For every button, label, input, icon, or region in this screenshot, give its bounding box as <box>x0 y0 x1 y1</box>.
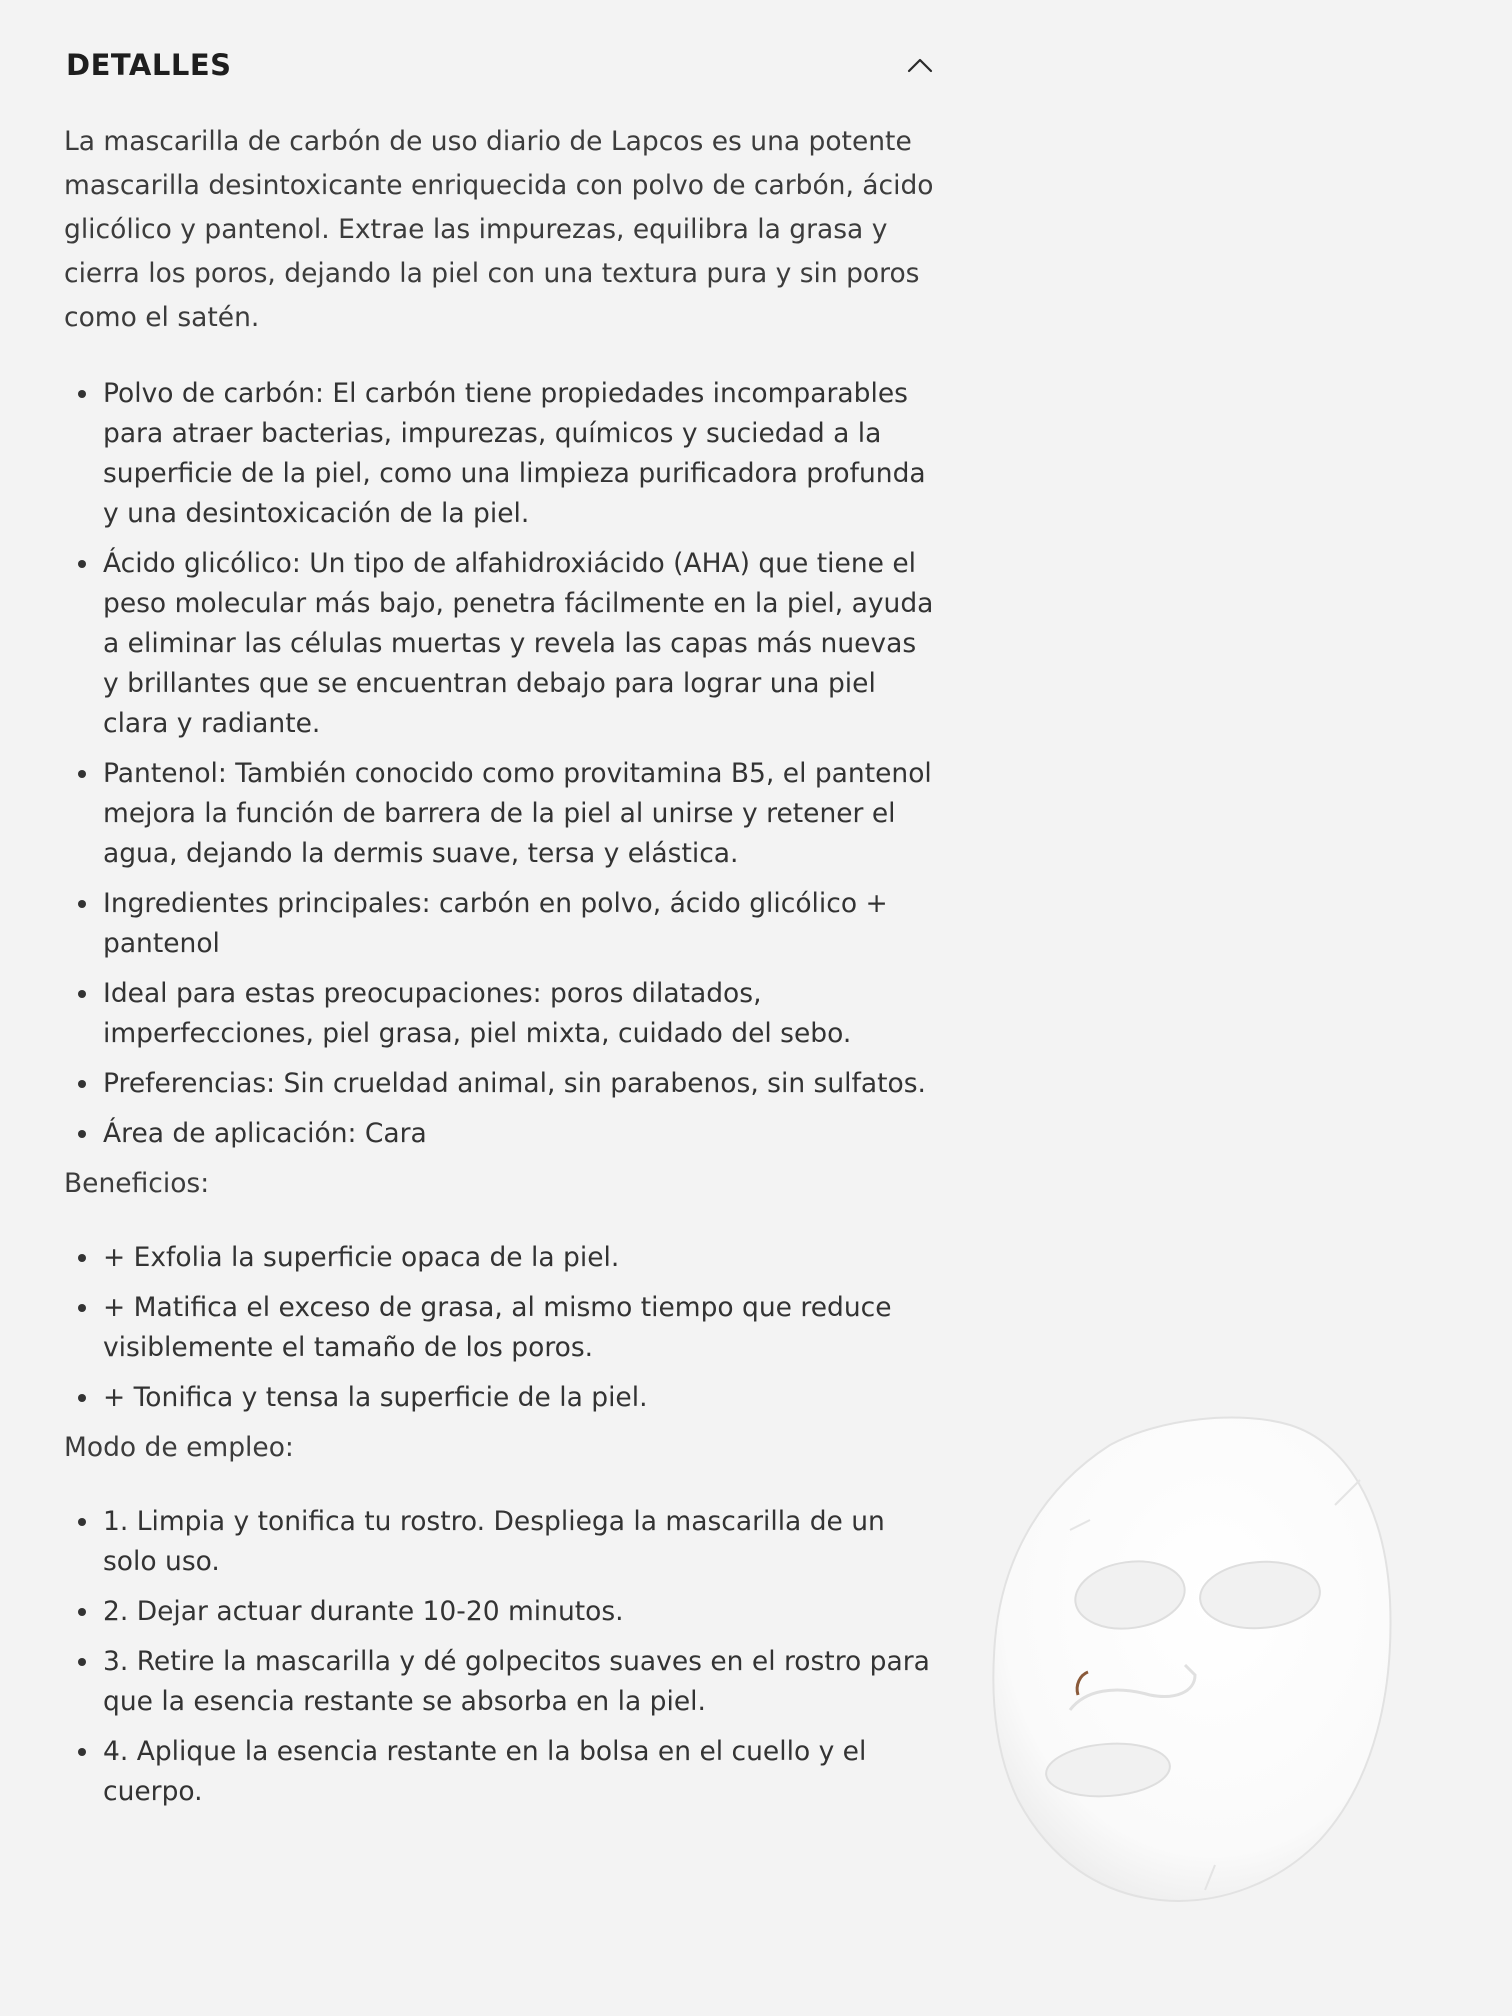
benefits-list <box>64 1238 934 1418</box>
collapse-toggle-button[interactable] <box>900 48 940 78</box>
list-item: • 4. Aplique la esencia restante en la bolsa en el cuello y el cuerpo. <box>101 1732 934 1812</box>
list-item: • 1. Limpia y tonifica tu rostro. Despliega la mascarilla de un solo uso. <box>101 1502 934 1582</box>
list-item: • Ácido glicólico: Un tipo de alfahidroxiácido (AHA) que tiene el peso molecular más bajo, penetra fácilmente en la piel, ayuda a eliminar las células muertas y revela las capas más nuevas y brillantes que se encuentran debajo para lograr una piel clara y radiante. <box>101 544 934 744</box>
list-item: • 2. Dejar actuar durante 10-20 minutos. <box>101 1592 934 1632</box>
list-item: • + Matifica el exceso de grasa, al mismo tiempo que reduce visiblemente el tamaño de los poros. <box>101 1288 934 1368</box>
list-item: • Pantenol: También conocido como provitamina B5, el pantenol mejora la función de barrera de la piel al unirse y retener el agua, dejando la dermis suave, tersa y elástica. <box>101 754 934 874</box>
list-item: • + Tonifica y tensa la superficie de la piel. <box>101 1378 934 1418</box>
usage-label: Modo de empleo: <box>64 1432 294 1463</box>
sheet-mask-icon <box>990 1410 1400 1910</box>
list-item: • Área de aplicación: Cara <box>101 1114 934 1154</box>
list-item: • + Exfolia la superficie opaca de la piel. <box>101 1238 934 1278</box>
sheet-mask-image <box>990 1410 1400 1910</box>
accordion-header[interactable] <box>64 0 934 130</box>
list-item: • Ideal para estas preocupaciones: poros dilatados, imperfecciones, piel grasa, piel mixta, cuidado del sebo. <box>101 974 934 1054</box>
accordion-title[interactable]: DETALLES <box>66 48 232 82</box>
list-item: • Ingredientes principales: carbón en polvo, ácido glicólico + pantenol <box>101 884 934 964</box>
product-details-panel <box>64 0 934 1822</box>
usage-list <box>64 1502 934 1812</box>
features-list <box>64 374 934 1154</box>
benefits-label: Beneficios: <box>64 1168 210 1199</box>
chevron-up-icon <box>906 56 934 74</box>
list-item: • 3. Retire la mascarilla y dé golpecitos suaves en el rostro para que la esencia restante se absorba en la piel. <box>101 1642 934 1722</box>
product-description: La mascarilla de carbón de uso diario de Lapcos es una potente mascarilla desintoxicante enriquecida con polvo de carbón, ácido glicólico y pantenol. Extrae las impurezas, equilibra la grasa y cierra los poros, dejando la piel con una textura pura y sin poros como el satén. <box>64 126 934 333</box>
list-item: • Preferencias: Sin crueldad animal, sin parabenos, sin sulfatos. <box>101 1064 934 1104</box>
list-item: • Polvo de carbón: El carbón tiene propiedades incomparables para atraer bacterias, impurezas, químicos y suciedad a la superficie de la piel, como una limpieza purificadora profunda y una desintoxicación de la piel. <box>101 374 934 534</box>
